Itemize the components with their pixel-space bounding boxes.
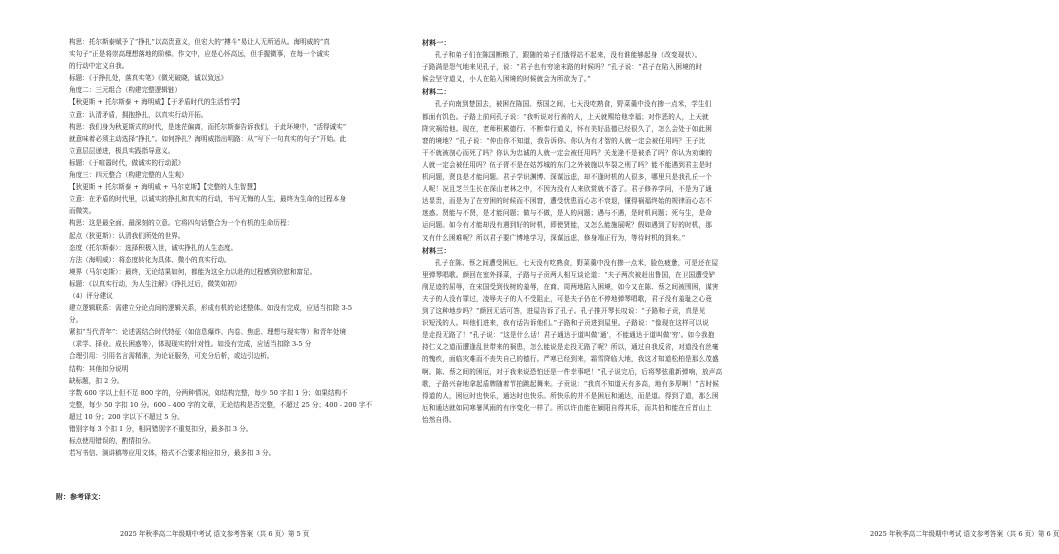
text-line: 建立逻辑联系：需建立分论点间的逻辑关系，形成有机的论述整体。如没有完成，应适当扣除 3-5 [69, 304, 353, 313]
text-line: 分。 [69, 316, 83, 325]
text-line: （4）评分建议 [69, 291, 113, 300]
text-line: （求学、择业、成长困惑等），体现现实的针对性。如没有完成，应适当扣除 3-5 分 [69, 340, 312, 349]
text-line: 缺标题，扣 2 分。 [69, 376, 124, 385]
text-line: 角度二：三元组合（构建完整逻辑链） [69, 86, 182, 95]
left-page [0, 0, 400, 554]
text-line: 立意层层递进，极具实践指导意义。 [69, 146, 175, 155]
text-line: 紧扣“当代青年”：论述需结合时代特征（如信息爆炸、内卷、焦虑、理想与现实等）和青年处境 [69, 328, 347, 337]
text-line: 起点（狄更斯）：认清我们所处的世界。 [69, 231, 185, 240]
text-line: 人就一定会被任用吗？伍子胥不是在姑苏城的东门之外被施以车裂之刑了吗？能不能遇到君主是时 [422, 160, 712, 169]
text-line: 孔子和弟子们在陈国断粮了，跟随的弟子们饿得站不起来，没有谁能够起身（改变现状）。 [435, 51, 702, 60]
text-line: 超过 10 分；200 字以下不超过 5 分。 [69, 412, 184, 421]
text-line: 实句子”正是将崇高理想落地的阶梯。作文中，应是心怀高远，但手握微事，在每一个诚实 [69, 50, 330, 59]
left-page-text [56, 36, 382, 459]
text-line: 人呢！况且芝兰生长在深山老林之中，不因为没有人来欣赏就不香了。君子修养学问，不是为了通 [422, 185, 712, 194]
text-line: 境界（马尔克斯）：最终，无论结果如何，都能为这全力以赴的过程感到欣慰和富足。 [69, 267, 317, 276]
text-line: 立意：认清矛盾，拥抱挣扎，以真实行动开拓。 [69, 110, 208, 119]
text-line: 干不就被剖心而死了吗？你认为忠诚的人就一定会被任用吗？关龙逄不是被杀了吗？你认为劝谏的 [422, 148, 712, 157]
text-line: 又有什么困难呢？所以君子要广博地学习，深谋远虑，修身端正行为，等待时机的到来。” [422, 233, 686, 242]
text-line: 削足迹的屈辱，在宋国受到伐树的羞辱，在商、周两地陷入困境，如今又在陈、蔡之间被围困，谋害 [422, 282, 719, 291]
text-line: 到了这种地步吗？”颜回无话可答，进屋告诉了孔子。孔子推开琴长叹说：“子路和子贡，真是见 [422, 307, 706, 316]
text-line: 运问题。如今有才能却没有遇到好的时机，即使贤能，又怎么能施展呢？假如遇到了好的时机，那 [422, 221, 712, 230]
right-page [400, 0, 1059, 554]
text-line: 字数 600 字以上但不足 800 字的，分两种情况，如结构完整，每少 50 字扣 1 分；如果结构不 [69, 388, 348, 397]
text-line: 合理引用：引用名言需精准，为论证服务，可充分后析，或边引边析。 [69, 352, 274, 361]
reference-translation-label: 附：参考译文： [56, 492, 105, 501]
text-line: 降灾祸给他。现在，老师积累德行、不断奉行道义，怀有美好品德已经很久了，怎么会处于如此困 [422, 124, 712, 133]
text-line: 构思：托尔斯泰赋予了“挣扎”以高贵意义，但宏大的“搏斗”易让人无所适从。海明威的“真 [69, 38, 330, 46]
text-line: 标题：《以真实行动，为人生注解》《挣扎过后，微笑如初》 [69, 279, 241, 288]
text-line: 而微笑。 [69, 207, 96, 216]
text-line: 窘的境地？”孔子说：“仲由你不知道，我告诉你。你认为有才智的人就一定会被任用吗？王子比 [422, 136, 706, 145]
text-line: 标题：《于喧嚣时代，做诚实的行动派》 [69, 158, 185, 167]
text-line: 构思：这是最全面、最深刻的立意。它将四句话整合为一个有机的生命历程： [69, 219, 294, 228]
text-line: 歌，子路兴奋地拿起盾牌随着节拍跳起舞来。子贡说：“我真不知道天有多高，地有多厚啊！”古时候 [422, 379, 720, 388]
text-line: 错别字每 3 个扣 1 分，相同错别字不重复扣分，最多扣 3 分。 [69, 425, 253, 433]
text-line: 角度三：四元整合（构建完整的人生观） [69, 171, 188, 180]
text-line: 达显贵，而是为了在穷困的时候而不困窘，遭受忧患而心志不衰退，懂得祸福终始的规律而心志不 [422, 197, 712, 206]
left-page-footer: 2025 年秋季高二年级期中考试 语文参考答案（共 6 页）第 5 页 [120, 530, 310, 538]
text-line: 子路满是怨气地来见孔子，说：“君子也有穷途末路的时候吗？”孔子说：“君子在陷入困境的时 [422, 63, 703, 72]
text-line: 夫子的人没有罪过，凌辱夫子的人不受阻止，可是夫子仍在不停地弹琴唱歌，君子没有羞耻之心竟 [422, 294, 712, 303]
right-page-text [422, 37, 772, 426]
text-line: 的愧疚，面临灾难而不丧失自己的德行。严寒已经到来，霜雪降临大地，我这才知道松柏是那么茂盛 [422, 355, 719, 364]
text-line: 标题：《于挣扎处，落真实笔》《微光破晓，诚以致远》 [69, 74, 228, 83]
text-line: 态度（托尔斯泰）：选择积极入世，诚实挣扎的人生态度。 [69, 243, 238, 252]
text-line: 里弹琴唱歌。颜回在室外择菜，子路与子贡两人相互谈论道：“夫子两次被赶出鲁国，在卫国遭受铲 [422, 270, 716, 279]
material-heading: 材料二： [422, 87, 451, 97]
text-line: 【狄更斯 + 托尔斯泰 + 海明威 + 马尔克斯】【完整的人生智慧】 [69, 183, 260, 192]
text-line: 立意：在矛盾的时代里，以诚实的挣扎和真实的行动，书写无悔的人生，最终为生命的过程本身 [69, 195, 346, 204]
text-line: 啊。陈、蔡之间的困厄，对于我来说恐怕还是一件幸事吧！”孔子说完后，后将琴弦重新弹响，放声高 [422, 367, 723, 376]
text-line: 迷惑。贤能与不贤，是才能问题；做与不做，是人的问题；遇与不遇，是时机问题；死与生，是命 [422, 209, 712, 218]
text-line: 完整，每少 50 字扣 10 分。600 - 400 字的文章，无论结构是否完整，不超过 25 分；400 - 200 字不 [69, 400, 372, 409]
text-line: 都面有饥色。子路上前问孔子说：“我听说对行善的人，上天就赐给他幸福；对作恶的人，上天就 [422, 112, 709, 121]
text-line: 【秋更斯 + 托尔斯泰 + 海明威】【于矛盾时代的生活哲学】 [69, 98, 244, 107]
text-line: 持仁义之道而遭逢乱世带来的祸患，怎么能说是走投无路了呢？所以，通过自我反省，对道没有丝毫 [422, 343, 719, 352]
text-line: 结构：其他扣分说明 [69, 364, 129, 373]
text-line: 的行动中定义自我。 [69, 62, 129, 71]
text-line: 识短浅的人。叫他们进来，我有话告诉他们。”子路和子贡进到屋里。子路说：“像现在这样可以说 [422, 319, 709, 328]
text-line: 若写书信、演讲稿等应用文体，格式不合要求相应扣分，最多扣 3 分。 [69, 449, 276, 458]
text-line: 是走投无路了！”孔子说：“这是什么话！君子通达于道叫做‘通’，不能通达于道叫做‘穷’。如今我抱 [422, 331, 715, 340]
text-line: 机问题，贤良是才能问题。君子学识渊博、深谋远虑，却不逢时机的人很多，哪里只是我孔丘一个 [422, 173, 712, 182]
text-line: 方法（海明威）：将态度转化为具体、微小的真实行动。 [69, 255, 231, 264]
text-line: 孔子向南到楚国去，被困在陈国、蔡国之间，七天没吃熟食，野菜羹中没有掺一点米，学生们 [435, 100, 712, 109]
right-page-footer: 2025 年秋季高二年级期中考试 语文参考答案（共 6 页）第 6 页 [870, 530, 1059, 538]
text-line: 标点使用错误的，酌情扣分。 [69, 437, 155, 446]
text-line: 候会坚守道义，小人在陷入困境的时候就会为所欲为了。” [422, 75, 591, 84]
text-line: 厄和通达就如同寒暑风雨的有序变化一样了。所以许由能在颍阳自得其乐，而共伯和能在丘首山上 [422, 403, 712, 412]
material-heading: 材料三： [422, 245, 451, 255]
material-heading: 材料一： [422, 38, 451, 47]
text-line: 得道的人，困厄时也快乐，通达时也快乐。所快乐的并不是困厄和通达，而是道。得到了道，那么困 [422, 391, 719, 400]
text-line: 构思：我们身为秋更斯式的时代，是迷茫偏离，而托尔斯泰告诉我们，于此环境中，“活得诚实” [69, 122, 347, 131]
text-line: 孔子在陈、蔡之间遭受困厄，七天没有吃熟食，野菜羹中没有掺一点米，脸色疲惫，可是还在屋 [435, 258, 719, 267]
text-line: 怡然自得。 [422, 415, 456, 424]
text-line: 就意味着必须主动选择“挣扎”。如何挣扎？海明威指出明路：从“写下一句真实的句子”开始。此 [69, 134, 347, 143]
